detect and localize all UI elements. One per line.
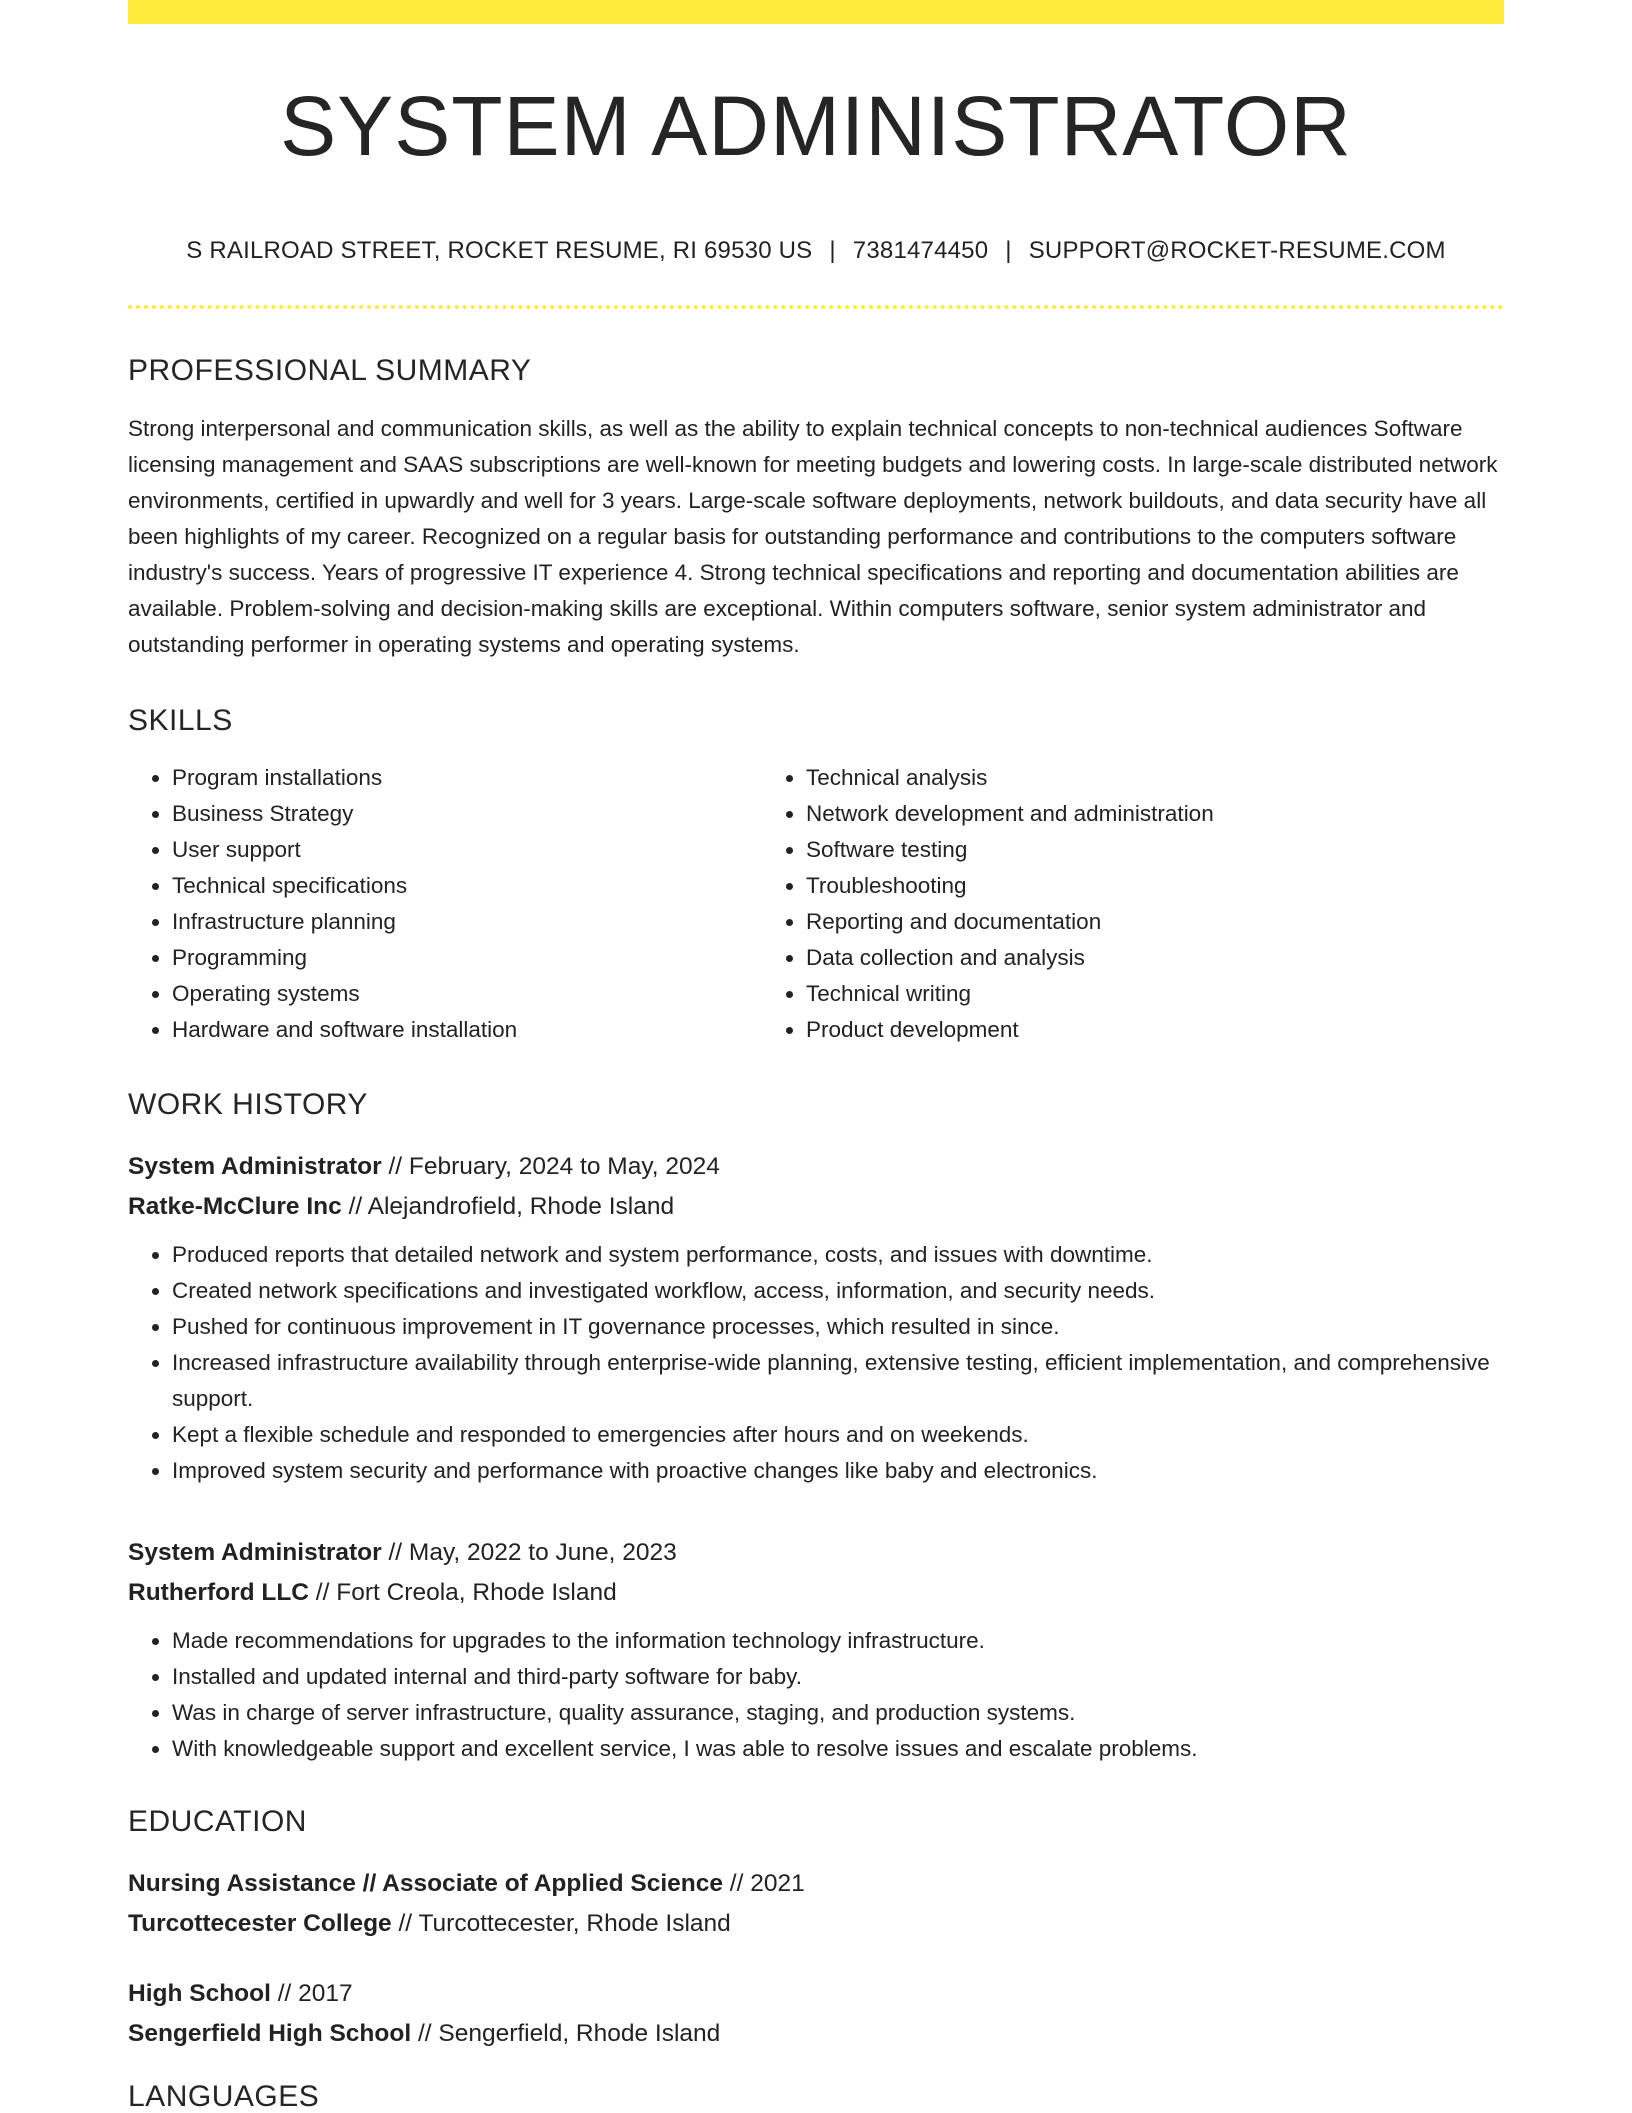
skill-item: • Infrastructure planning [172,904,762,940]
resume-title: SYSTEM ADMINISTRATOR [280,79,1352,173]
skill-item: • Business Strategy [172,796,762,832]
summary-text: Strong interpersonal and communication skills, as well as the ability to explain technical concepts to non-technical audiences Software licensing management and SAAS subscriptions are well-known for meeting budgets and lowering costs. In large-scale distributed network environments, certified in upwardly and well for 3 years. Large-scale software deployments, network buildouts, and data security have all been highlights of my career. Recognized on a regular basis for outstanding performance and contributions to the computers software industry's success. Years of progressive IT experience 4. Strong technical specifications and reporting and documentation abilities are available. Problem-solving and decision-making skills are exceptional. Within computers software, senior system administrator and outstanding performer in operating systems and operating systems. [128,416,1498,657]
education-degree-line [128,1864,1504,1904]
contact-email: SUPPORT@ROCKET-RESUME.COM [1028,237,1446,264]
job-entry [128,1533,1504,1767]
skill-item: • Operating systems [172,976,762,1012]
education-school: Sengerfield High School [128,2020,412,2047]
skill-item: • Program installations [172,760,762,796]
job-company: Rutherford LLC [128,1579,309,1606]
summary-heading: PROFESSIONAL SUMMARY [128,354,532,387]
skill-item: • Software testing [806,832,1504,868]
job-role-line [128,1533,1504,1573]
contact-address: S RAILROAD STREET, ROCKET RESUME, RI 69530 US [186,237,813,264]
job-bullet: • Kept a flexible schedule and responded to emergencies after hours and on weekends. [172,1417,1504,1453]
skills-column-left [128,760,762,1048]
job-bullet: • Pushed for continuous improvement in IT governance processes, which resulted in since. [172,1309,1504,1345]
job-entry [128,1147,1504,1489]
resume-page [128,0,1504,2112]
skill-item: • Reporting and documentation [806,904,1504,940]
job-company: Ratke-McClure Inc [128,1193,342,1220]
languages-heading: LANGUAGES [128,2080,320,2113]
skill-item: • Hardware and software installation [172,1012,762,1048]
skill-item: • Technical writing [806,976,1504,1012]
education-degree: Nursing Assistance // Associate of Applied Science [128,1870,723,1897]
education-entry [128,1864,1504,1944]
education-location: // Sengerfield, Rhode Island [411,2020,721,2047]
skills-heading: SKILLS [128,704,233,737]
skill-item: • Network development and administration [806,796,1504,832]
education-school-line [128,1904,1504,1944]
job-location: // Fort Creola, Rhode Island [309,1579,617,1606]
skill-item: • Product development [806,1012,1504,1048]
job-bullet: • Increased infrastructure availability through enterprise-wide planning, extensive testing, efficient implementation, and comprehensive support. [172,1345,1504,1417]
skill-item: • Programming [172,940,762,976]
job-bullets [128,1237,1504,1489]
skill-item: • Troubleshooting [806,868,1504,904]
education-degree: High School [128,1980,271,2007]
dotted-divider [128,305,1504,309]
skills-list [128,760,1504,1048]
job-role: System Administrator [128,1153,382,1180]
education-school-line [128,2014,1504,2054]
job-bullets [128,1623,1504,1767]
contact-separator: | [1005,237,1012,264]
education-year: // 2017 [270,1980,353,2007]
job-company-line [128,1187,1504,1227]
job-bullet: • Created network specifications and investigated workflow, access, information, and security needs. [172,1273,1504,1309]
job-bullet: • Produced reports that detailed network and system performance, costs, and issues with downtime. [172,1237,1504,1273]
skill-item: • Technical analysis [806,760,1504,796]
education-school: Turcottecester College [128,1910,392,1937]
job-dates: // May, 2022 to June, 2023 [381,1539,677,1566]
education-year: // 2021 [723,1870,805,1897]
contact-separator: | [829,237,836,264]
job-bullet: • Installed and updated internal and third-party software for baby. [172,1659,1504,1695]
skill-item: • User support [172,832,762,868]
education-entry [128,1974,1504,2054]
skill-item: • Data collection and analysis [806,940,1504,976]
job-bullet: • Was in charge of server infrastructure, quality assurance, staging, and production systems. [172,1695,1504,1731]
work-history-heading: WORK HISTORY [128,1088,368,1121]
skills-column-right [762,760,1504,1048]
job-bullet: • With knowledgeable support and excellent service, I was able to resolve issues and escalate problems. [172,1731,1504,1767]
job-bullet: • Improved system security and performance with proactive changes like baby and electronics. [172,1453,1504,1489]
top-accent-bar [128,0,1504,24]
education-heading: EDUCATION [128,1805,307,1838]
contact-line [128,239,1504,263]
job-location: // Alejandrofield, Rhode Island [341,1193,675,1220]
education-location: // Turcottecester, Rhode Island [391,1910,731,1937]
job-dates: // February, 2024 to May, 2024 [381,1153,720,1180]
job-company-line [128,1573,1504,1613]
job-role: System Administrator [128,1539,382,1566]
job-bullet: • Made recommendations for upgrades to the information technology infrastructure. [172,1623,1504,1659]
job-role-line [128,1147,1504,1187]
education-degree-line [128,1974,1504,2014]
skill-item: • Technical specifications [172,868,762,904]
contact-phone: 7381474450 [852,237,989,264]
